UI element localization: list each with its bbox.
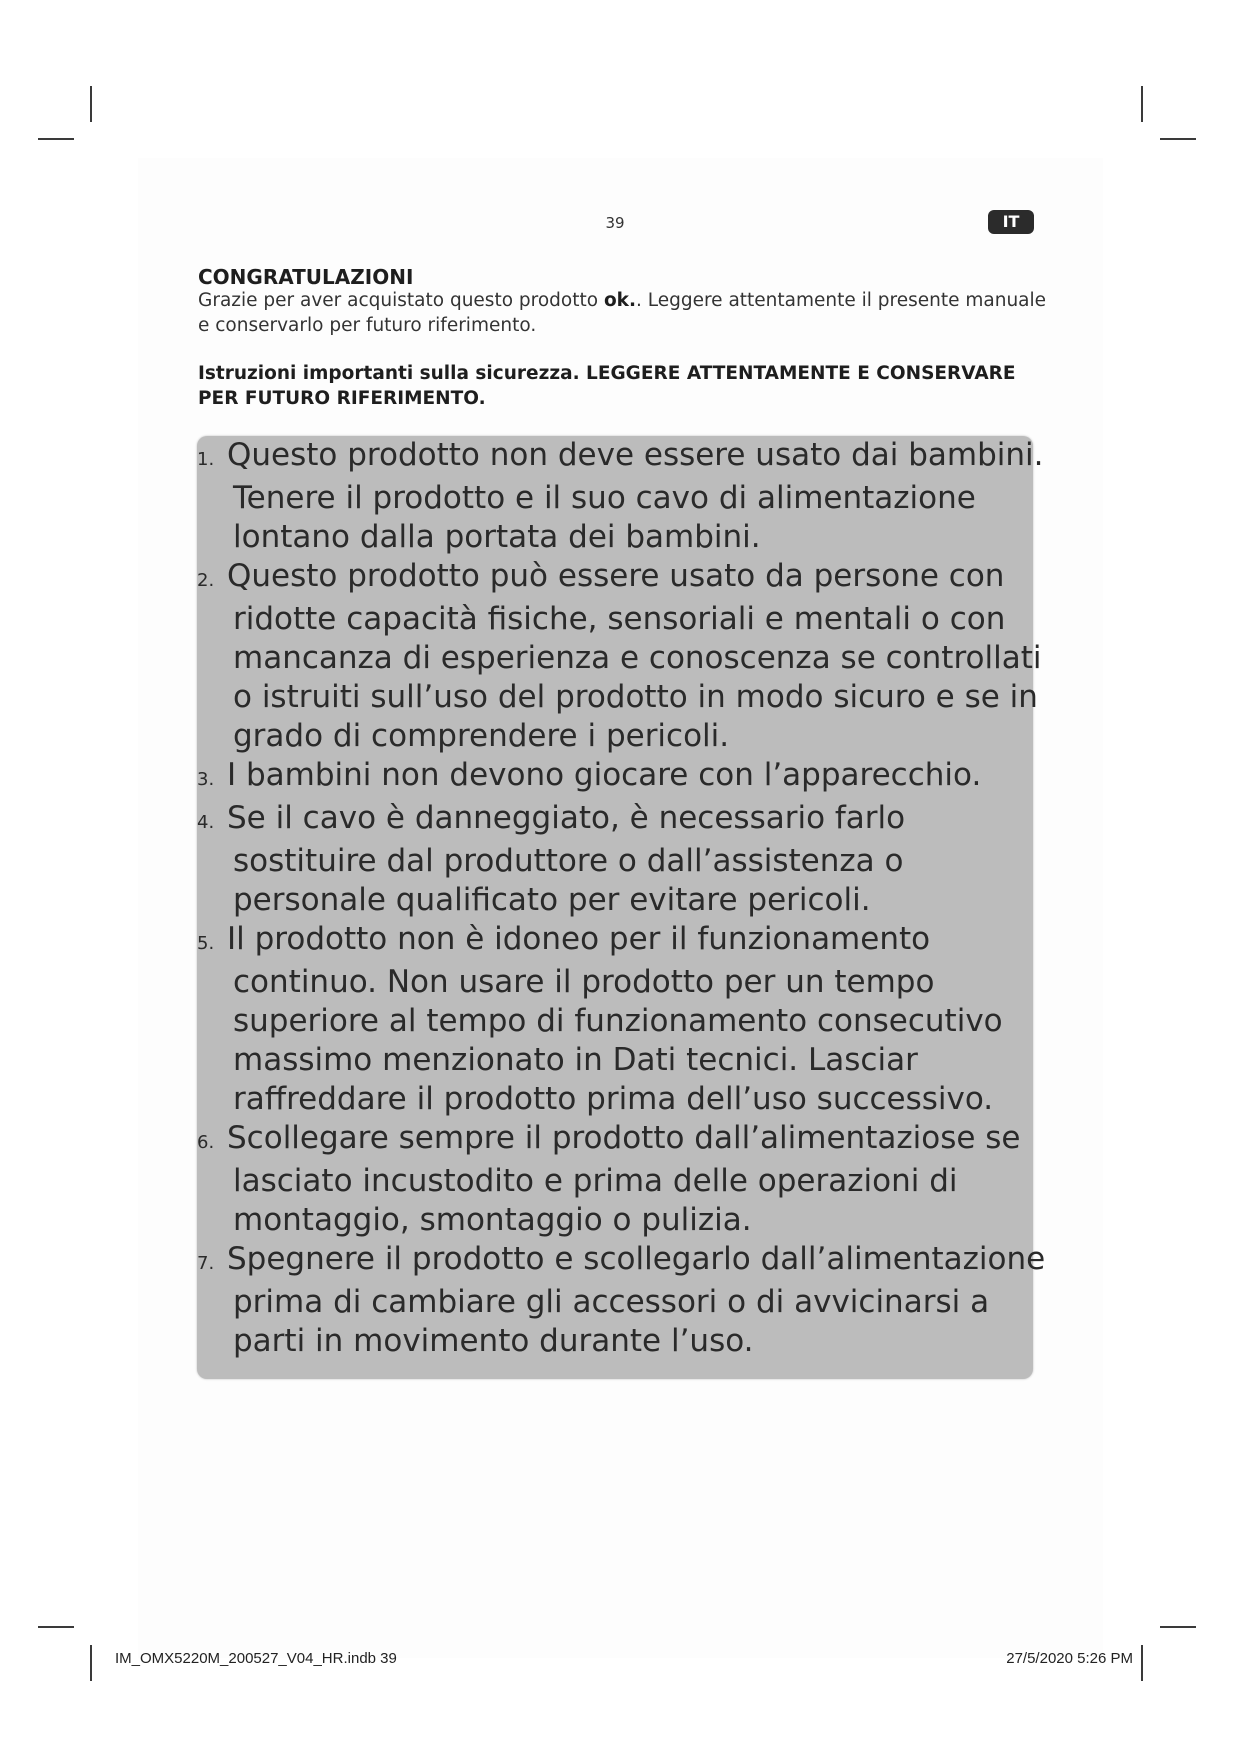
brand-name: ok.	[603, 290, 636, 311]
intro-text-before: Grazie per aver acquistato questo prodotto	[198, 290, 604, 311]
safety-item-number: 3.	[197, 769, 215, 790]
crop-mark	[90, 1645, 92, 1681]
safety-item-text: Spegnere il prodotto e scollegarlo dall’alimentazione prima di cambiare gli accessori o di avvicinarsi a parti in movimento durante l’uso.	[227, 1241, 1046, 1359]
crop-mark	[90, 86, 92, 122]
safety-item	[197, 1240, 1057, 1361]
safety-item-text: Il prodotto non è idoneo per il funzionamento continuo. Non usare il prodotto per un tempo superiore al tempo di funzionamento consecutivo massimo menzionato in Dati tecnici. Lasciar raffreddare il prodotto prima dell’uso successivo.	[227, 921, 1003, 1117]
safety-item-text: Scollegare sempre il prodotto dall’alimentaziose se lasciato incustodito e prima delle operazioni di montaggio, smontaggio o pulizia.	[227, 1120, 1021, 1238]
footer-file-info: IM_OMX5220M_200527_V04_HR.indb 39	[115, 1650, 397, 1667]
safety-item-number: 1.	[197, 449, 215, 470]
safety-item	[197, 1119, 1057, 1240]
language-badge: IT	[988, 210, 1034, 234]
safety-item-number: 6.	[197, 1132, 215, 1153]
safety-item-number: 2.	[197, 570, 215, 591]
footer-timestamp: 27/5/2020 5:26 PM	[1006, 1650, 1133, 1667]
safety-item	[197, 756, 1057, 799]
crop-mark	[38, 1626, 74, 1628]
safety-heading: Istruzioni importanti sulla sicurezza. LEGGERE ATTENTAMENTE E CONSERVARE PER FUTURO RIFERIMENTO.	[198, 363, 1016, 409]
safety-item-text: Questo prodotto non deve essere usato dai bambini. Tenere il prodotto e il suo cavo di alimentazione lontano dalla portata dei bambini.	[227, 437, 1044, 555]
safety-item-text: Se il cavo è danneggiato, è necessario farlo sostituire dal produttore o dall’assistenza o personale qualificato per evitare pericoli.	[227, 800, 906, 918]
crop-mark	[1141, 86, 1143, 122]
page-number: 39	[605, 214, 625, 232]
safety-item	[197, 436, 1057, 557]
safety-item-text: I bambini non devono giocare con l’apparecchio.	[227, 757, 982, 793]
crop-mark	[38, 138, 74, 140]
crop-mark	[1160, 138, 1196, 140]
intro-paragraph	[198, 288, 1048, 338]
safety-item	[197, 920, 1057, 1119]
safety-list	[197, 436, 1057, 1361]
crop-mark	[1141, 1645, 1143, 1681]
crop-mark	[1160, 1626, 1196, 1628]
section-title: CONGRATULAZIONI	[198, 265, 414, 289]
safety-item-number: 4.	[197, 812, 215, 833]
safety-item-text: Questo prodotto può essere usato da persone con ridotte capacità fisiche, sensoriali e mentali o con mancanza di esperienza e conoscenza se controllati o istruiti sull’uso del prodotto in modo sicuro e se in grado di comprendere i pericoli.	[227, 558, 1042, 754]
safety-item	[197, 557, 1057, 756]
safety-item	[197, 799, 1057, 920]
intro-text-after: . Leggere attentamente il presente manuale e conservarlo per futuro riferimento.	[198, 290, 1047, 336]
safety-item-number: 5.	[197, 933, 215, 954]
safety-item-number: 7.	[197, 1253, 215, 1274]
